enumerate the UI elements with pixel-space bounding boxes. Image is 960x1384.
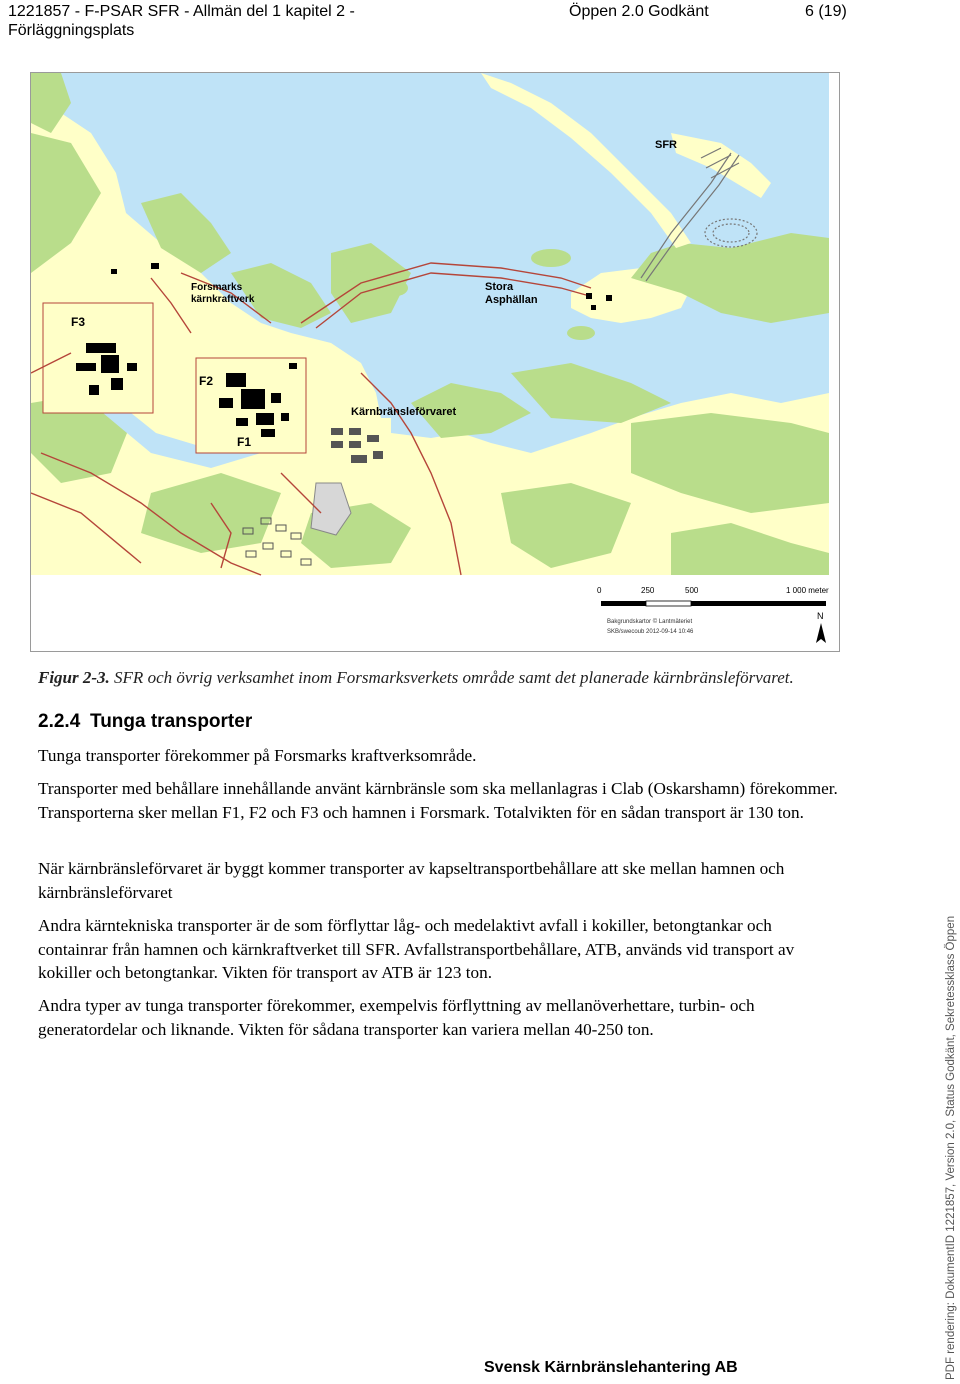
site-map-graphic xyxy=(31,73,839,651)
header-title-line1: 1221857 - F-PSAR SFR - Allmän del 1 kapitel 2 - xyxy=(8,3,355,20)
paragraph-5: Andra typer av tunga transporter förekommer, exempelvis förflyttning av mellanöverhettare, turbin- och generatordelar och liknande. Vikten för sådana transporter kan variera mellan 40-250 ton. xyxy=(38,996,755,1039)
paragraph-1: Tunga transporter förekommer på Forsmarks kraftverksområde. xyxy=(38,746,477,765)
map-credit-line1: Bakgrundskartor © Lantmäteriet xyxy=(607,619,693,625)
map-label-asphallan: Asphällan xyxy=(485,294,538,306)
scale-tick-250: 250 xyxy=(641,586,655,595)
map-credit-line2: SKB/swecoub 2012-09-14 10:46 xyxy=(607,629,694,635)
map-label-stora: Stora xyxy=(485,281,514,293)
map-label-forsmark-2: kärnkraftverk xyxy=(191,294,255,305)
map-label-f3: F3 xyxy=(71,315,86,329)
figure-caption-label: Figur 2-3. xyxy=(38,668,110,687)
header-title-line2: Förläggningsplats xyxy=(8,22,135,39)
scale-tick-1000: 1 000 meter xyxy=(786,586,829,595)
map-label-f2: F2 xyxy=(199,374,214,388)
paragraph-3: När kärnbränsleförvaret är byggt kommer transporter av kapseltransportbehållare att ske mellan hamnen och kärnbränsleförvaret xyxy=(38,859,785,902)
map-label-sfr: SFR xyxy=(655,139,677,151)
section-heading xyxy=(38,711,252,733)
site-map xyxy=(30,72,840,652)
paragraph-4: Andra kärntekniska transporter är de som förflyttar låg- och medelaktivt avfall i kokiller, betongtankar och containrar från hamnen och kärnkraftverket till SFR. Avfallstransportbehållare, ATB, används vid transport av kokiller och betongtankar. Vikten för transport av ATB är 123 ton. xyxy=(38,916,795,982)
figure-caption-text: SFR och övrig verksamhet inom Forsmarksverkets område samt det planerade kärnbränsleförvaret. xyxy=(109,668,794,687)
header-page-number: 6 (19) xyxy=(805,3,847,20)
header-title xyxy=(8,2,355,40)
map-label-karnbransleforvaret: Kärnbränsleförvaret xyxy=(351,406,457,418)
figure-caption xyxy=(38,668,794,688)
scale-tick-500: 500 xyxy=(685,586,699,595)
map-label-f1: F1 xyxy=(237,435,252,449)
sidebar-rendering-info: PDF rendering: DokumentID 1221857, Version 2.0, Status Godkänt, Sekretessklass Öppen xyxy=(945,915,957,1380)
scale-tick-0: 0 xyxy=(597,586,602,595)
section-title: Tunga transporter xyxy=(90,711,253,732)
north-label: N xyxy=(817,611,824,621)
map-label-forsmark-1: Forsmarks xyxy=(191,282,243,293)
section-number: 2.2.4 xyxy=(38,711,81,732)
paragraph-2: Transporter med behållare innehållande använt kärnbränsle som ska mellanlagras i Clab (Oskarshamn) förekommer. Transporterna sker mellan F1, F2 och F3 och hamnen i Forsmark. Totalvikten för en sådan transport är 130 ton. xyxy=(38,779,838,822)
footer-company: Svensk Kärnbränslehantering AB xyxy=(484,1359,738,1376)
header-status: Öppen 2.0 Godkänt xyxy=(569,3,709,20)
